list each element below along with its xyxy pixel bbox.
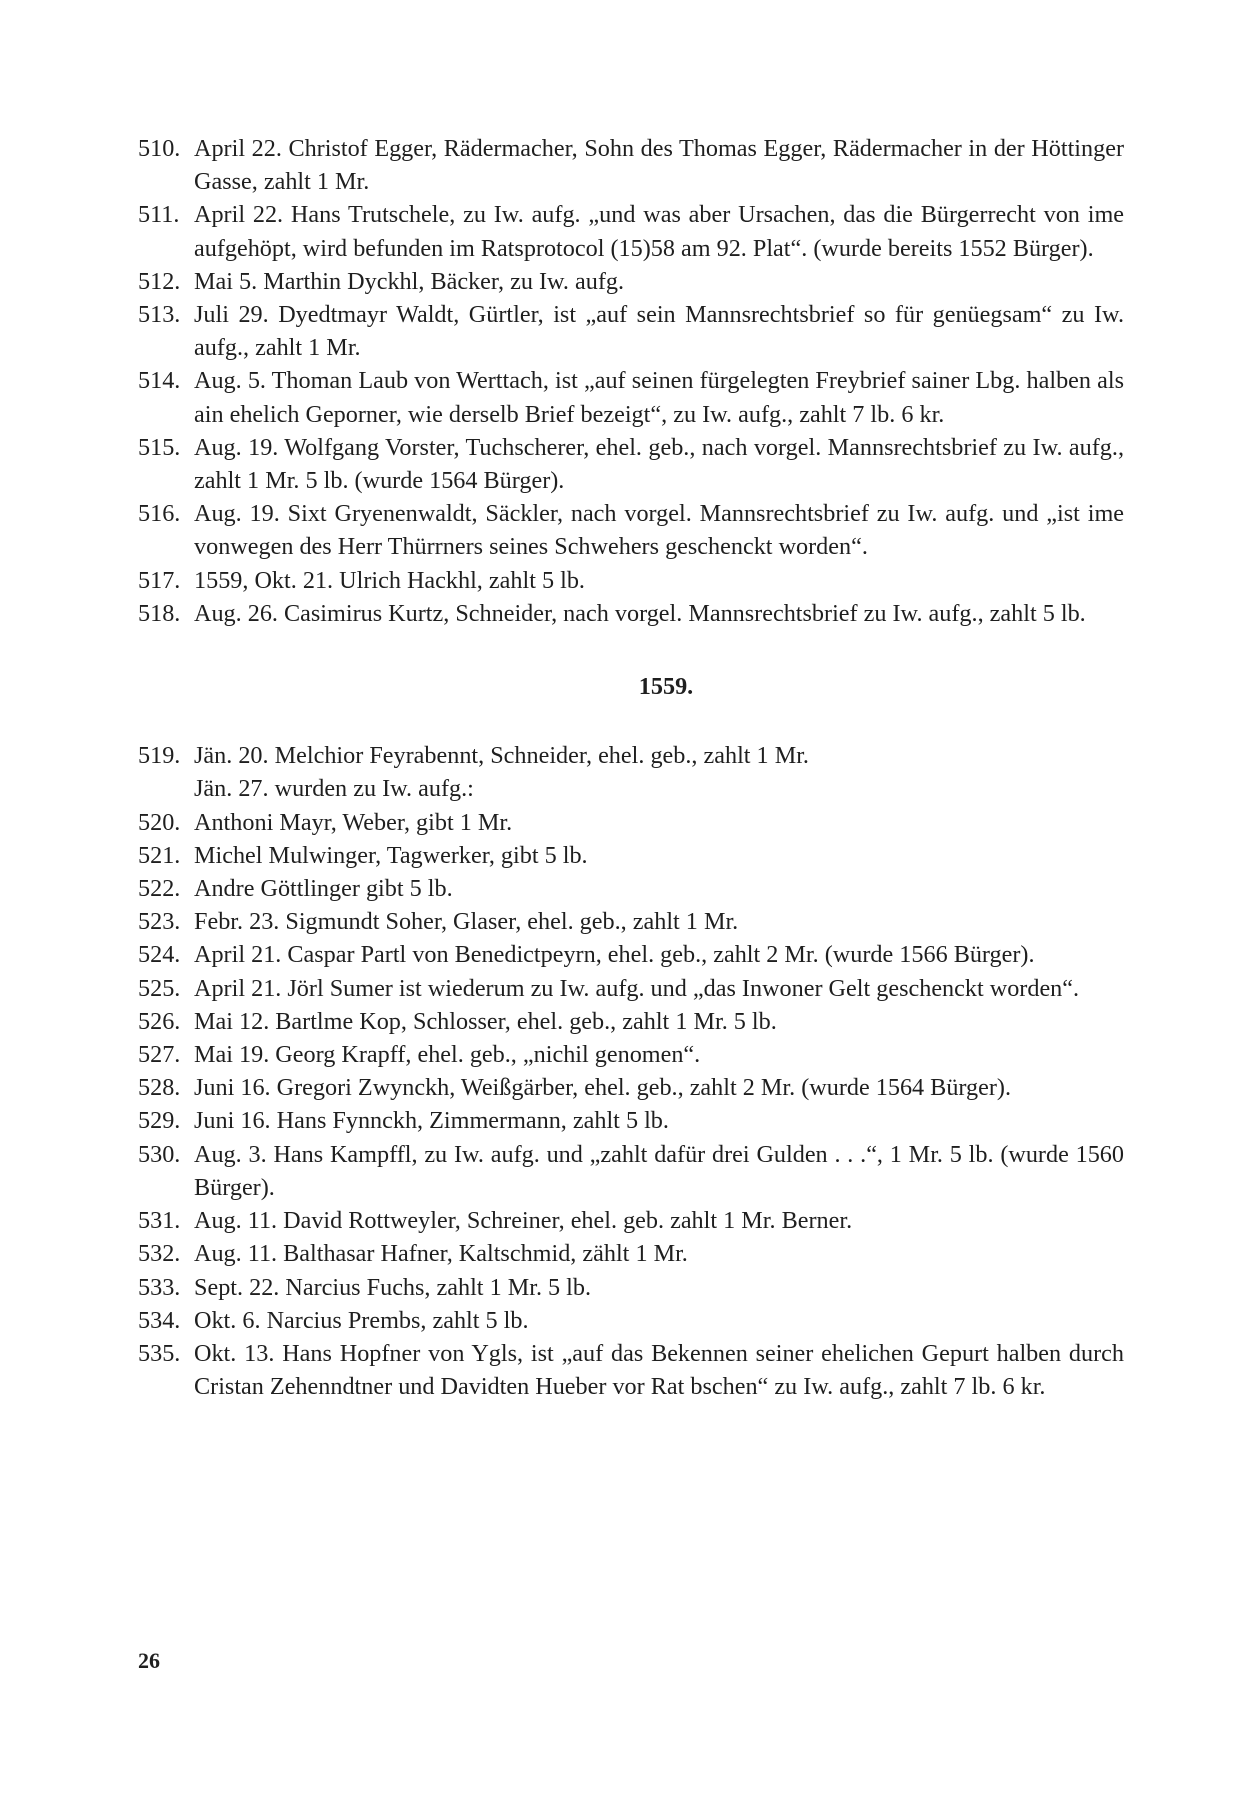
list-item: [138, 431, 1124, 497]
entry-number: 514.: [138, 367, 181, 395]
entry-number: 525.: [138, 974, 181, 1002]
entry-text: Mai 5. Marthin Dyckhl, Bäcker, zu Iw. aufg.: [194, 267, 625, 295]
list-item: [138, 972, 1124, 1005]
entry-number: 510.: [138, 135, 181, 162]
entry-number: 512.: [138, 267, 181, 295]
entry-list-1559: [138, 739, 1124, 1403]
entry-text: 1559, Okt. 21. Ulrich Hackhl, zahlt 5 lb.: [194, 566, 585, 594]
entry-text: Aug. 11. David Rottweyler, Schreiner, ehel. geb. zahlt 1 Mr. Berner.: [194, 1207, 853, 1235]
entry-text: Aug. 3. Hans Kampffl, zu Iw. aufg. und „zahlt dafür drei Gulden . . .“, 1 Mr. 5 lb. (wurde 1560 Bürger).: [194, 1140, 1124, 1201]
list-item: [138, 364, 1124, 430]
document-page: [138, 132, 1124, 1403]
list-item: [138, 1071, 1124, 1104]
entry-text: Mai 12. Bartlme Kop, Schlosser, ehel. geb., zahlt 1 Mr. 5 lb.: [194, 1007, 777, 1035]
entry-text: Juli 29. Dyedtmayr Waldt, Gürtler, ist „auf sein Mannsrechtsbrief so für genüegsam“ zu Iw. aufg., zahlt 1 Mr.: [194, 301, 1124, 362]
entry-text: Okt. 13. Hans Hopfner von Ygls, ist „auf das Bekennen seiner ehelichen Gepurt halben durch Cristan Zehenndtner und Davidten Hueber vor Rat bschen“ zu Iw. aufg., zahlt 7 lb. 6 kr.: [194, 1339, 1124, 1401]
entry-text: April 22. Christof Egger, Rädermacher, Sohn des Thomas Egger, Rädermacher in der Höttinger Gasse, zahlt 1 Mr.: [194, 135, 1124, 196]
entry-text: April 21. Jörl Sumer ist wiederum zu Iw. aufg. und „das Inwoner Gelt geschenckt worden“.: [194, 974, 1080, 1002]
entry-number: 521.: [138, 841, 181, 869]
list-item: [138, 265, 1124, 298]
entry-number: 535.: [138, 1339, 181, 1367]
list-item: [138, 298, 1124, 364]
entry-number: 532.: [138, 1240, 181, 1268]
entry-number: 522.: [138, 875, 181, 903]
entry-number: 528.: [138, 1074, 181, 1102]
entry-number: 516.: [138, 500, 181, 528]
entry-number: 534.: [138, 1306, 181, 1334]
entry-number: 515.: [138, 433, 181, 461]
list-item: [138, 564, 1124, 597]
list-item: [138, 198, 1124, 264]
list-item: [138, 1038, 1124, 1071]
list-item: [138, 1005, 1124, 1038]
list-item: [138, 597, 1124, 630]
entry-text: April 22. Hans Trutschele, zu Iw. aufg. „und was aber Ursachen, das die Bürgerrecht von ime aufgehöpt, wird befunden im Ratsprotocol (15)58 am 92. Plat“. (wurde bereits 1552 Bürger).: [194, 201, 1124, 262]
list-item: [138, 839, 1124, 872]
entry-text: Mai 19. Georg Krapff, ehel. geb., „nichil genomen“.: [194, 1041, 701, 1069]
entry-text: April 21. Caspar Partl von Benedictpeyrn, ehel. geb., zahlt 2 Mr. (wurde 1566 Bürger).: [194, 941, 1035, 969]
entry-text: Okt. 6. Narcius Prembs, zahlt 5 lb.: [194, 1306, 529, 1334]
list-item: [138, 1271, 1124, 1304]
entry-number: 513.: [138, 301, 181, 329]
list-item: [138, 772, 1124, 805]
list-item: [138, 806, 1124, 839]
list-item: [138, 132, 1124, 198]
entry-number: 533.: [138, 1273, 181, 1301]
list-item: [138, 938, 1124, 971]
list-item: [138, 1104, 1124, 1137]
entry-number: 519.: [138, 742, 181, 770]
list-item: [138, 905, 1124, 938]
list-item: [138, 1204, 1124, 1237]
list-item: [138, 1138, 1124, 1204]
entry-text: Aug. 26. Casimirus Kurtz, Schneider, nach vorgel. Mannsrechtsbrief zu Iw. aufg., zahlt 5 lb.: [194, 599, 1086, 627]
entry-text: Sept. 22. Narcius Fuchs, zahlt 1 Mr. 5 lb.: [194, 1273, 592, 1301]
entry-list-1558: [138, 132, 1124, 630]
entry-number: 517.: [138, 566, 181, 594]
entry-number: 531.: [138, 1207, 181, 1235]
list-item: [138, 1337, 1124, 1403]
year-heading: 1559.: [638, 673, 694, 701]
list-item: [138, 1237, 1124, 1270]
entry-text: Juni 16. Gregori Zwynckh, Weißgärber, ehel. geb., zahlt 2 Mr. (wurde 1564 Bürger).: [194, 1074, 1012, 1102]
list-item: [138, 739, 1124, 772]
entry-text: Anthoni Mayr, Weber, gibt 1 Mr.: [194, 808, 513, 836]
entry-text: Aug. 19. Wolfgang Vorster, Tuchscherer, ehel. geb., nach vorgel. Mannsrechtsbrief zu Iw. aufg., zahlt 1 Mr. 5 lb. (wurde 1564 Bürger).: [194, 433, 1124, 495]
entry-text: Aug. 5. Thoman Laub von Werttach, ist „auf seinen fürgelegten Freybrief sainer Lbg. halben als ain ehelich Geporner, wie derselb Brief bezeigt“, zu Iw. aufg., zahlt 7 lb. 6 kr.: [194, 367, 1124, 428]
entry-text: Juni 16. Hans Fynnckh, Zimmermann, zahlt 5 lb.: [194, 1107, 669, 1135]
entry-text: Aug. 19. Sixt Gryenenwaldt, Säckler, nach vorgel. Mannsrechtsbrief zu Iw. aufg. und „ist ime vonwegen des Herr Thürrners seines Schwehers geschenckt worden“.: [194, 500, 1124, 561]
entry-text: Jän. 27. wurden zu Iw. aufg.:: [194, 775, 474, 803]
entry-number: 530.: [138, 1140, 181, 1168]
entry-number: 523.: [138, 908, 181, 936]
page-number: 26: [138, 1648, 160, 1673]
list-item: [138, 872, 1124, 905]
entry-number: 524.: [138, 941, 181, 969]
entry-text: Michel Mulwinger, Tagwerker, gibt 5 lb.: [194, 841, 588, 869]
entry-number: 511.: [138, 201, 180, 229]
entry-number: 529.: [138, 1107, 181, 1135]
entry-text: Jän. 20. Melchior Feyrabennt, Schneider, ehel. geb., zahlt 1 Mr.: [194, 742, 809, 770]
list-item: [138, 497, 1124, 563]
entry-number: 527.: [138, 1041, 181, 1069]
entry-number: 526.: [138, 1007, 181, 1035]
entry-text: Aug. 11. Balthasar Hafner, Kaltschmid, zählt 1 Mr.: [194, 1240, 688, 1268]
list-item: [138, 1304, 1124, 1337]
entry-text: Andre Göttlinger gibt 5 lb.: [194, 875, 453, 903]
entry-number: 518.: [138, 599, 181, 627]
entry-text: Febr. 23. Sigmundt Soher, Glaser, ehel. geb., zahlt 1 Mr.: [194, 908, 739, 936]
entry-number: 520.: [138, 808, 181, 836]
